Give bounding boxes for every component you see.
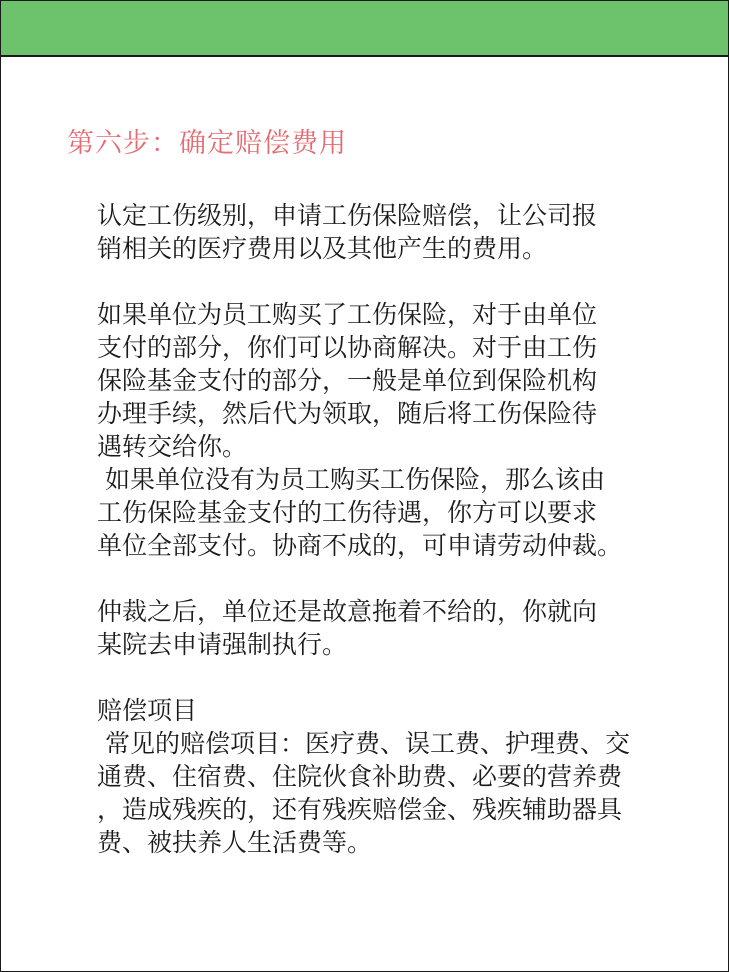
text-line: 费、被扶养人生活费等。 bbox=[97, 828, 373, 857]
text-line: 认定工伤级别，申请工伤保险赔偿，让公司报 bbox=[97, 201, 598, 230]
text-line: 赔偿项目 bbox=[97, 696, 198, 725]
text-line: 办理手续，然后代为领取，随后将工伤保险待 bbox=[97, 399, 598, 428]
section-title: 第六步：确定赔偿费用 bbox=[67, 128, 347, 159]
text-line: ，造成残疾的，还有残疾赔偿金、残疾辅助器具 bbox=[97, 795, 623, 824]
paragraph-gap bbox=[97, 562, 667, 595]
text-line: 通费、住宿费、住院伙食补助费、必要的营养费 bbox=[97, 762, 623, 791]
text-line: 支付的部分，你们可以协商解决。对于由工伤 bbox=[97, 333, 598, 362]
text-line: 某院去申请强制执行。 bbox=[97, 630, 348, 659]
text-line: 工伤保险基金支付的工伤待遇，你方可以要求 bbox=[97, 498, 598, 527]
text-line: 销相关的医疗费用以及其他产生的费用。 bbox=[97, 234, 548, 263]
text-line: 如果单位没有为员工购买工伤保险，那么该由 bbox=[97, 465, 605, 494]
text-line: 保险基金支付的部分，一般是单位到保险机构 bbox=[97, 366, 598, 395]
paragraph-gap bbox=[97, 265, 667, 298]
text-line: 遇转交给你。 bbox=[97, 432, 248, 461]
paragraph-gap bbox=[97, 661, 667, 694]
text-line: 单位全部支付。协商不成的，可申请劳动仲裁。 bbox=[97, 531, 623, 560]
text-line: 常见的赔偿项目：医疗费、误工费、护理费、交 bbox=[97, 729, 630, 758]
top-banner bbox=[1, 1, 728, 57]
text-line: 如果单位为员工购买了工伤保险，对于由单位 bbox=[97, 300, 598, 329]
article-body bbox=[97, 199, 667, 859]
text-line: 仲裁之后，单位还是故意拖着不给的，你就向 bbox=[97, 597, 598, 626]
